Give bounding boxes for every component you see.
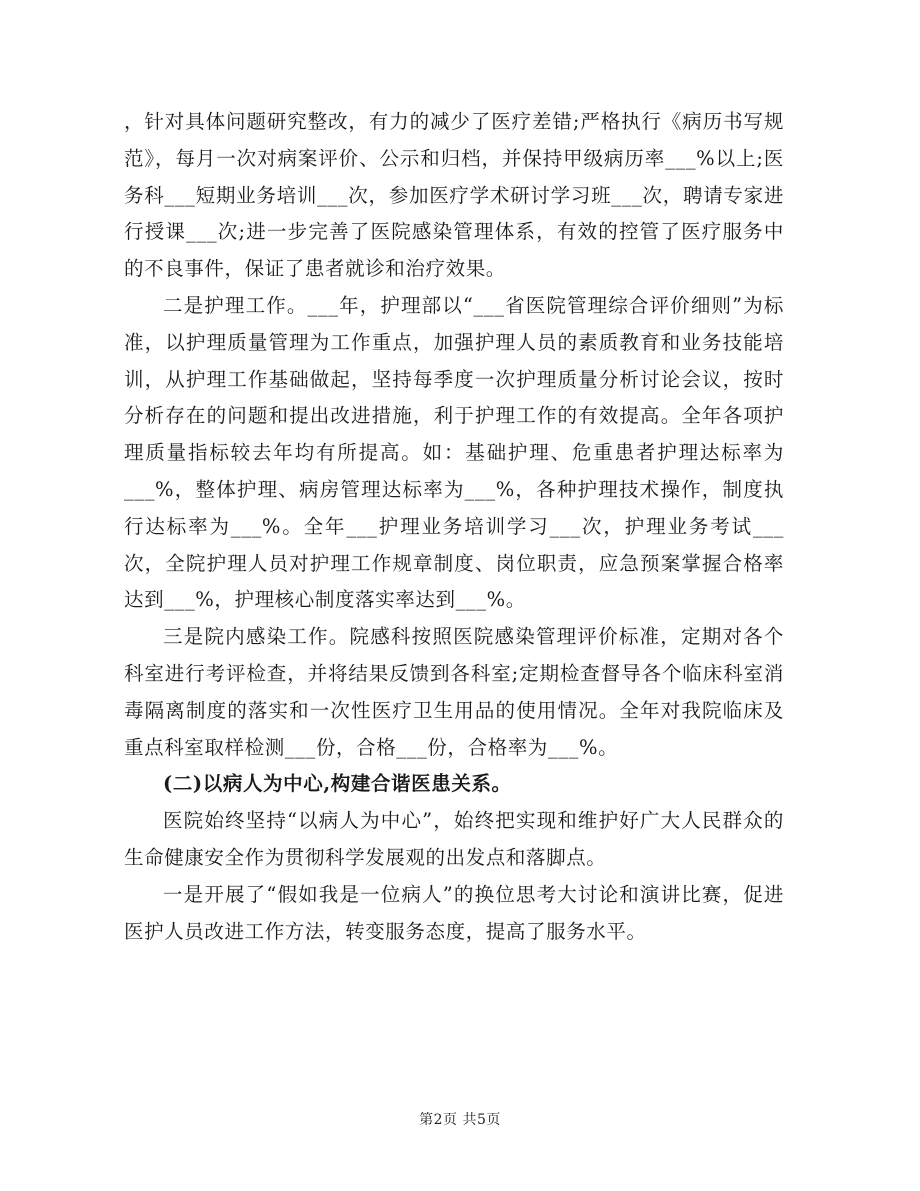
page-number-footer: 第2页 共5页 [419,1112,501,1128]
paragraph-infection-control: 三是院内感染工作。院感科按照医院感染管理评价标准，定期对各个科室进行考评检查，并将结果反馈到各科室;定期检查督导各个临床科室消毒隔离制度的落实和一次性医疗卫生用品的使用情况。全年对我院临床及重点科室取样检测___份，合格___份，合格率为___%。 [124,625,784,759]
paragraph-role-swap-discussion: 一是开展了“假如我是一位病人”的换位思考大讨论和演讲比赛，促进医护人员改进工作方法，转变服务态度，提高了服务水平。 [124,882,784,943]
paragraph-patient-centered-intro: 医院始终坚持“以病人为中心”，始终把实现和维护好广大人民群众的生命健康安全作为贯彻科学发展观的出发点和落脚点。 [124,809,784,869]
paragraph-nursing-work: 二是护理工作。___年，护理部以“___省医院管理综合评价细则”为标准，以护理质量管理为工作重点，加强护理人员的素质教育和业务技能培训，从护理工作基础做起，坚持每季度一次护理质量分析讨论会议，按时分析存在的问题和提出改进措施，利于护理工作的有效提高。全年各项护理质量指标较去年均有所提高。如：基础护理、危重患者护理达标率为___%，整体护理、病房管理达标率为___%，各种护理技术操作，制度执行达标率为___%。全年___护理业务培训学习___次，护理业务考试___次，全院护理人员对护理工作规章制度、岗位职责，应急预案掌握合格率达到___%，护理核心制度落实率达到___%。 [124,293,784,612]
section-heading-patient-centered: (二)以病人为中心,构建合谐医患关系。 [163,772,512,796]
document-body [124,104,784,950]
paragraph-medical-quality: ，针对具体问题研究整改，有力的减少了医疗差错;严格执行《病历书写规范》，每月一次对病案评价、公示和归档，并保持甲级病历率___%以上;医务科___短期业务培训___次，参加医疗学术研讨学习班___次，聘请专家进行授课___次;进一步完善了医院感染管理体系，有效的控管了医疗服务中的不良事件，保证了患者就诊和治疗效果。 [124,110,784,281]
